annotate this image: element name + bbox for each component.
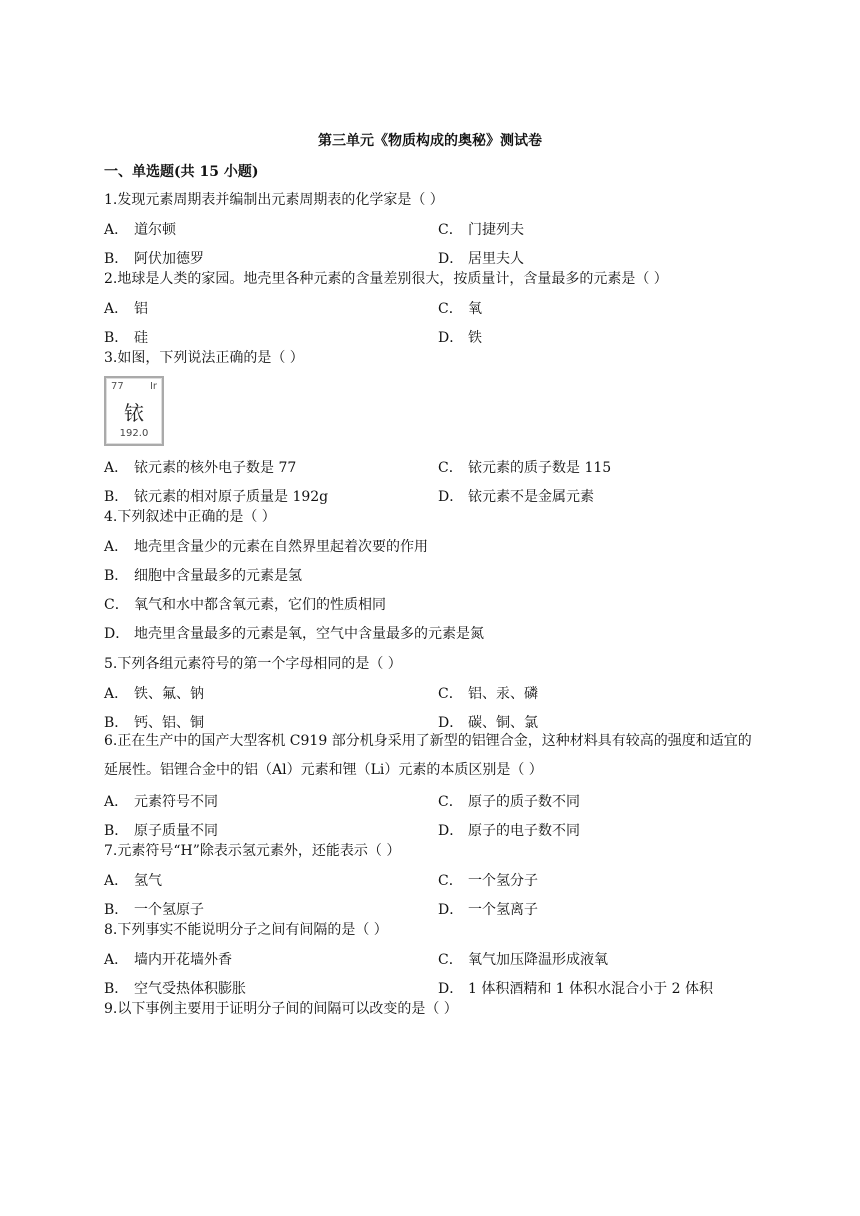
option-text: 门捷列夫 <box>468 222 524 238</box>
option-b <box>104 486 328 506</box>
option-text: 铱元素的相对原子质量是 192g <box>134 489 329 505</box>
option-text: 地壳里含量最多的元素是氧，空气中含量最多的元素是氮 <box>134 626 484 642</box>
option-d <box>104 623 484 643</box>
section-heading: 一、单选题(共 15 小题) <box>104 164 259 180</box>
option-text: 空气受热体积膨胀 <box>134 981 246 997</box>
option-d <box>438 248 524 268</box>
option-key: A． <box>104 301 129 317</box>
question-stem: 1.发现元素周期表并编制出元素周期表的化学家是（ ） <box>104 192 444 208</box>
option-text: 氧气加压降温形成液氧 <box>468 952 608 968</box>
option-key: A． <box>104 952 129 968</box>
option-c <box>438 683 538 703</box>
option-c <box>104 594 386 614</box>
option-a <box>104 457 296 477</box>
option-a <box>104 791 218 811</box>
atomic-mass: 192.0 <box>119 428 149 439</box>
option-text: 钙、铝、铜 <box>134 715 204 731</box>
option-key: B． <box>104 715 129 731</box>
option-c <box>438 870 538 890</box>
option-key: B． <box>104 823 129 839</box>
option-text: 一个氢分子 <box>468 873 538 889</box>
option-key: A． <box>104 794 129 810</box>
option-c <box>438 791 580 811</box>
option-d <box>438 327 482 347</box>
option-key: C． <box>438 952 463 968</box>
option-text: 一个氢原子 <box>134 902 204 918</box>
option-c <box>438 457 611 477</box>
option-a <box>104 683 204 703</box>
option-b <box>104 248 204 268</box>
option-d <box>438 820 580 840</box>
option-key: B． <box>104 568 129 584</box>
option-b <box>104 899 204 919</box>
option-text: 元素符号不同 <box>134 794 218 810</box>
option-key: B． <box>104 981 129 997</box>
option-key: D． <box>438 489 464 505</box>
option-key: B． <box>104 902 129 918</box>
option-text: 氧 <box>468 301 482 317</box>
page-title: 第三单元《物质构成的奥秘》测试卷 <box>318 133 542 149</box>
option-text: 铁、氟、钠 <box>134 686 204 702</box>
option-text: 地壳里含量少的元素在自然界里起着次要的作用 <box>134 539 428 555</box>
option-text: 氢气 <box>134 873 162 889</box>
element-symbol: Ir <box>149 381 157 392</box>
option-text: 铱元素的核外电子数是 77 <box>134 460 297 476</box>
option-text: 氧气和水中都含氧元素，它们的性质相同 <box>134 597 386 613</box>
question-stem: 4.下列叙述中正确的是（ ） <box>104 509 276 525</box>
element-name: 铱 <box>124 401 144 425</box>
question-stem: 9.以下事例主要用于证明分子间的间隔可以改变的是（ ） <box>104 1001 458 1017</box>
option-text: 铝 <box>134 301 148 317</box>
option-c <box>438 949 608 969</box>
question-stem: 7.元素符号“H”除表示氢元素外，还能表示（ ） <box>104 843 401 859</box>
option-a <box>104 298 148 318</box>
option-key: D． <box>438 330 464 346</box>
option-text: 铁 <box>468 330 482 346</box>
option-a <box>104 870 162 890</box>
periodic-table-cell <box>104 376 164 446</box>
question-stem: 3.如图，下列说法正确的是（ ） <box>104 350 304 366</box>
question-stem: 6.正在生产中的国产大型客机 C919 部分机身采用了新型的铝锂合金，这种材料具有较高的强度和适宜的延展性。铝锂合金中的铝（Al）元素和锂（Li）元素的本质区别是（ ） <box>104 733 752 778</box>
option-key: D． <box>438 981 464 997</box>
question-stem: 2.地球是人类的家园。地壳里各种元素的含量差别很大，按质量计，含量最多的元素是（ ） <box>104 271 668 287</box>
option-key: C． <box>438 301 463 317</box>
option-key: A． <box>104 539 129 555</box>
atomic-number: 77 <box>111 381 124 392</box>
option-key: B． <box>104 330 129 346</box>
option-key: D． <box>438 823 464 839</box>
option-key: D． <box>438 715 464 731</box>
option-text: 原子的质子数不同 <box>468 794 580 810</box>
option-b <box>104 565 302 585</box>
option-b <box>104 820 218 840</box>
option-b <box>104 978 246 998</box>
option-text: 碳、铜、氯 <box>468 715 538 731</box>
option-key: C． <box>438 794 463 810</box>
option-a <box>104 219 176 239</box>
option-key: C． <box>438 873 463 889</box>
option-a <box>104 949 232 969</box>
option-d <box>438 899 538 919</box>
option-key: B． <box>104 489 129 505</box>
option-text: 细胞中含量最多的元素是氢 <box>134 568 302 584</box>
option-text: 居里夫人 <box>468 251 524 267</box>
option-text: 1 体积酒精和 1 体积水混合小于 2 体积 <box>468 981 713 997</box>
option-text: 阿伏加德罗 <box>134 251 204 267</box>
option-key: A． <box>104 873 129 889</box>
option-d <box>438 486 594 506</box>
option-key: C． <box>438 686 463 702</box>
option-key: C． <box>104 597 129 613</box>
option-text: 道尔顿 <box>134 222 176 238</box>
option-text: 原子的电子数不同 <box>468 823 580 839</box>
option-d <box>438 978 713 998</box>
option-text: 铱元素的质子数是 115 <box>468 460 612 476</box>
option-text: 墙内开花墙外香 <box>134 952 232 968</box>
option-key: A． <box>104 460 129 476</box>
option-a <box>104 536 428 556</box>
option-key: C． <box>438 460 463 476</box>
option-c <box>438 219 524 239</box>
option-key: A． <box>104 686 129 702</box>
option-text: 硅 <box>134 330 148 346</box>
option-key: C． <box>438 222 463 238</box>
option-text: 铱元素不是金属元素 <box>468 489 594 505</box>
option-text: 一个氢离子 <box>468 902 538 918</box>
option-key: D． <box>438 251 464 267</box>
option-key: B． <box>104 251 129 267</box>
option-text: 铝、汞、磷 <box>468 686 538 702</box>
question-stem: 5.下列各组元素符号的第一个字母相同的是（ ） <box>104 656 402 672</box>
option-text: 原子质量不同 <box>134 823 218 839</box>
option-b <box>104 327 148 347</box>
option-key: D． <box>104 626 130 642</box>
option-c <box>438 298 482 318</box>
option-key: A． <box>104 222 129 238</box>
question-stem: 8.下列事实不能说明分子之间有间隔的是（ ） <box>104 922 388 938</box>
option-key: D． <box>438 902 464 918</box>
